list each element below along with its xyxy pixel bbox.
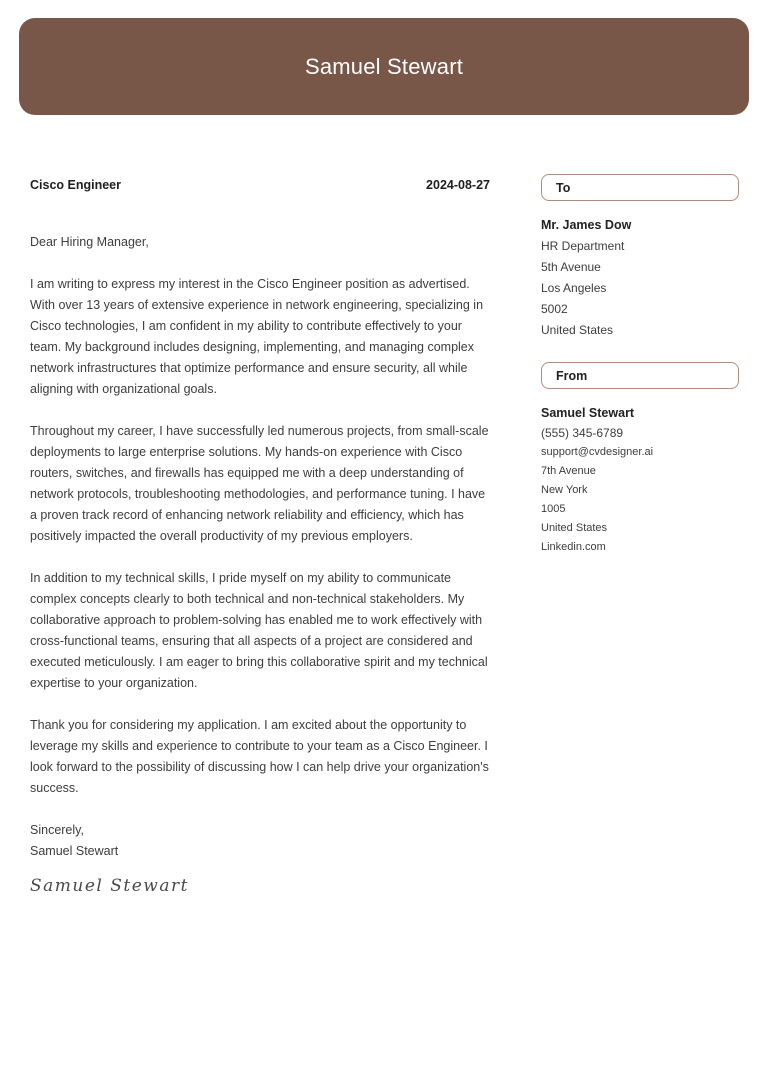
to-label: To [556,180,571,195]
sender-detail-line: support@cvdesigner.ai [541,446,654,458]
sender-name: Samuel Stewart [541,406,635,420]
letter-paragraph: Thank you for considering my application. I am excited about the opportunity to leverage my skills and experience to contribute to your team as a Cisco Engineer. I look forward to the possibility of discussing how I can help drive your organization's success. [30,718,489,795]
from-field-box [541,362,739,389]
sender-detail-line: 1005 [541,503,566,515]
closing-block [30,820,490,862]
header-banner [19,18,749,115]
sender-details [541,424,739,557]
page-title: Samuel Stewart [304,53,464,79]
letter-title-row [30,175,490,196]
sender-detail-line: New York [541,484,588,496]
letter-paragraphs [30,274,490,799]
sender-detail-line: (555) 345-6789 [541,426,624,440]
sender-detail-line: United States [541,522,608,534]
salutation: Dear Hiring Manager, [30,235,149,249]
recipient-detail-line: 5002 [541,302,568,316]
handwritten-signature: Samuel Stewart [30,876,189,896]
contact-sidebar [541,174,739,557]
closing-word: Sincerely, [30,823,84,837]
letter-body [30,175,490,897]
recipient-detail-line: HR Department [541,239,625,253]
recipient-details [541,236,739,341]
letter-paragraph: Throughout my career, I have successfully led numerous projects, from small-scale deployments to large enterprise solutions. My hands-on experience with Cisco routers, switches, and firewalls has equipped me with a deep understanding of network protocols, troubleshooting methodologies, and performance tuning. I have a proven track record of enhancing network reliability and efficiency, which has positively impacted the overall productivity of my previous employers. [30,424,489,543]
closing-name: Samuel Stewart [30,844,119,858]
letter-date: 2024-08-27 [426,178,490,192]
recipient-detail-line: 5th Avenue [541,260,601,274]
recipient-detail-line: United States [541,323,614,337]
letter-paragraph: In addition to my technical skills, I pride myself on my ability to communicate complex concepts clearly to both technical and non-technical stakeholders. My collaborative approach to problem-solving has enabled me to work effectively with cross-functional teams, ensuring that all aspects of a project are considered and executed meticulously. I am eager to bring this collaborative spirit and my technical expertise to your organization. [30,571,488,690]
from-label: From [556,368,588,383]
to-field-box [541,174,739,201]
letter-paragraph: I am writing to express my interest in the Cisco Engineer position as advertised. With over 13 years of extensive experience in network engineering, specializing in Cisco technologies, I am confident in my ability to contribute effectively to your team. My background includes designing, implementing, and managing complex network infrastructures that optimize performance and ensure security, all while aligning with organizational goals. [30,277,484,396]
recipient-detail-line: Los Angeles [541,281,607,295]
sender-detail-line: Linkedin.com [541,541,606,553]
sender-detail-line: 7th Avenue [541,465,596,477]
recipient-name: Mr. James Dow [541,218,632,232]
job-title: Cisco Engineer [30,178,121,192]
